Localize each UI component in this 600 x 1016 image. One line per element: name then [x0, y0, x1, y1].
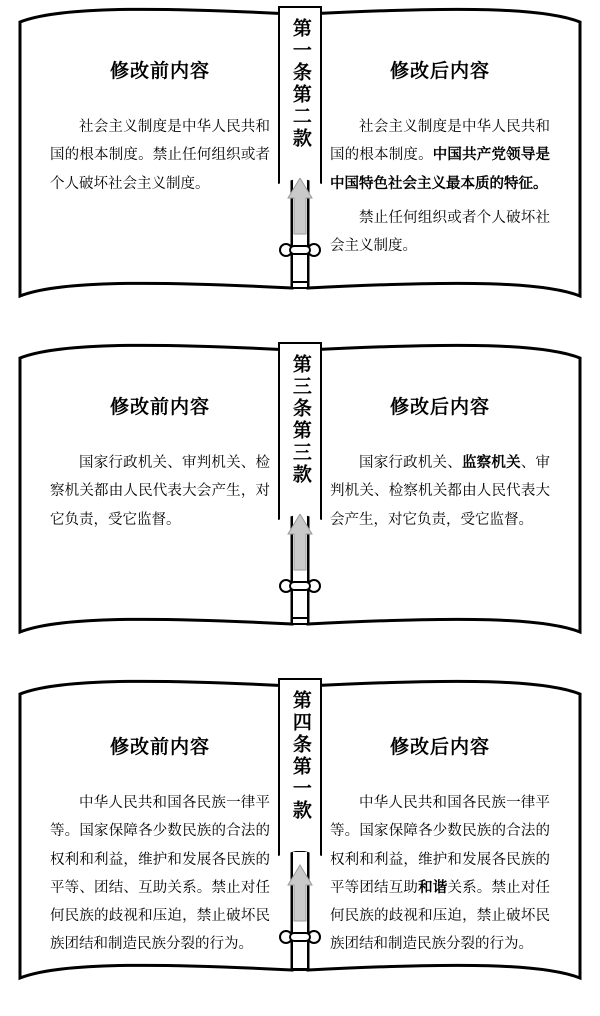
before-paragraph-2: 国家行政机关、审判机关、检察机关都由人民代表大会产生，对它负责，受它监督。: [50, 455, 270, 528]
after-paragraph-3: [330, 789, 550, 959]
after-seg-plain-3a: 中华人民共和国各民族一律平等。国家保障各少数民族的合法的权利和利益，维护和发展各民族的平等团结互助: [330, 795, 550, 896]
after-seg-plain-1: 社会主义制度是中华人民共和国的根本制度。: [330, 119, 550, 164]
after-paragraph-2: [330, 449, 550, 534]
comparison-block-1: [16, 4, 584, 312]
before-heading-2: 修改前内容: [109, 396, 210, 418]
after-seg-plain-3b: 关系。禁止对任何民族的歧视和压迫，禁止破坏民族团结和制造民族分裂的行为。: [330, 879, 551, 953]
before-heading-3: 修改前内容: [109, 736, 210, 758]
after-paragraph-1b: 禁止任何组织或者个人破坏社会主义制度。: [330, 209, 550, 255]
after-seg-plain-2a: 国家行政机关、: [359, 455, 462, 471]
article-ribbon-3: [278, 678, 322, 844]
before-heading-1: 修改前内容: [109, 60, 210, 82]
after-seg-bold-1: 中国共产党领导是中国特色社会主义最本质的特征。: [330, 147, 550, 192]
after-seg-bold-3: 和谐: [418, 879, 448, 896]
after-paragraph-1: [330, 113, 550, 198]
before-paragraph-3: 中华人民共和国各民族一律平等。国家保障各少数民族的合法的权利和利益，维护和发展各民族的平等、团结、互助关系。禁止对任何民族的歧视和压迫，禁止破坏民族团结和制造民族分裂的行为。: [50, 795, 270, 953]
after-seg-plain-2b: 、审判机关、检察机关都由人民代表大会产生，对它负责，受它监督。: [330, 455, 551, 528]
article-label-1: 第一条第二款: [289, 18, 312, 150]
comparison-block-2: [16, 340, 584, 648]
after-seg-bold-2: 监察机关: [461, 455, 521, 471]
article-label-2: 第三条第三款: [289, 354, 312, 486]
article-ribbon-1: [278, 6, 322, 172]
before-paragraph-1: 社会主义制度是中华人民共和国的根本制度。禁止任何组织或者个人破坏社会主义制度。: [50, 119, 270, 192]
after-heading-1: 修改后内容: [389, 60, 490, 82]
article-ribbon-2: [278, 342, 322, 508]
after-heading-2: 修改后内容: [389, 396, 490, 418]
article-label-3: 第四条第一款: [289, 690, 312, 822]
comparison-block-3: [16, 676, 584, 994]
after-heading-3: 修改后内容: [389, 736, 490, 758]
